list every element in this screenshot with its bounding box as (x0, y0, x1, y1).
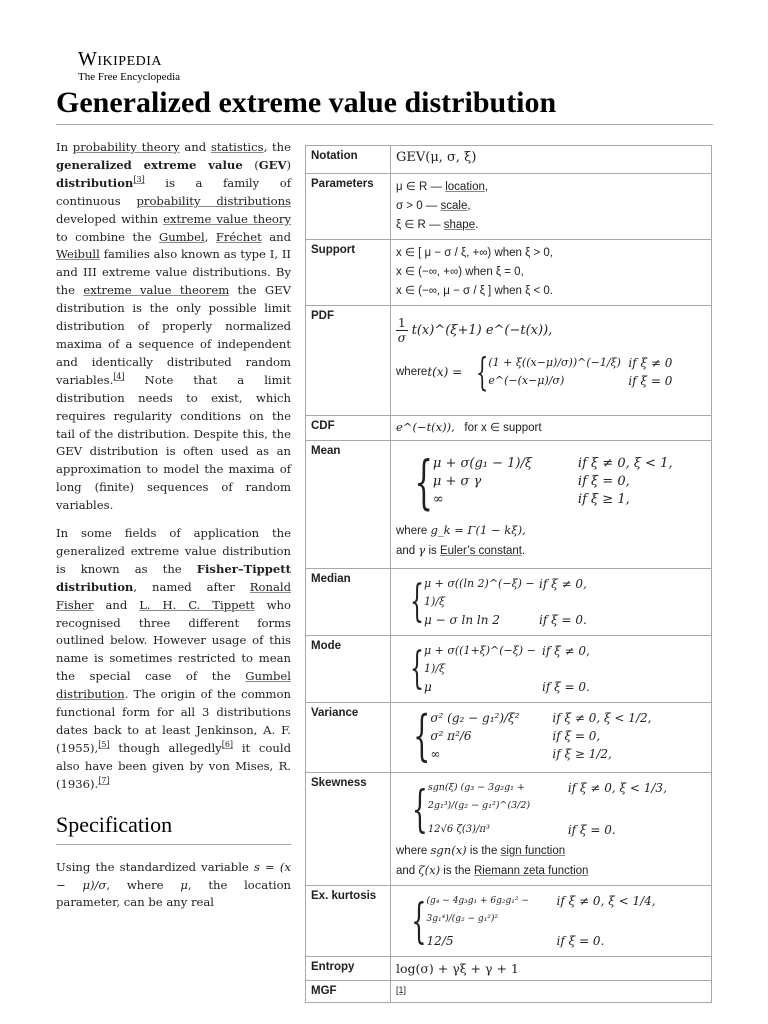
label-entropy: Entropy (306, 957, 391, 981)
link-tippett[interactable]: L. H. C. Tippett (139, 597, 255, 612)
link-ronald-fisher[interactable]: Ronald Fisher (56, 579, 291, 612)
link-location[interactable]: location (445, 181, 485, 193)
infobox-row-kurtosis (306, 886, 712, 957)
mean-case: ∞ if ξ ≥ 1, (432, 492, 630, 507)
mean-case: μ + σ γ if ξ = 0, (432, 474, 630, 489)
label-mode: Mode (306, 636, 391, 703)
value-parameters: μ ∈ R — location, σ > 0 — scale, ξ ∈ R — shape. (391, 174, 712, 240)
value-median: { μ + σ((ln 2)^(−ξ) − 1)/ξ if ξ ≠ 0, μ − σ ln ln 2 if ξ = 0. (391, 569, 712, 636)
value-mode: { μ + σ((1+ξ)^(−ξ) − 1)/ξ if ξ ≠ 0, μ if ξ = 0. (391, 636, 712, 703)
label-variance: Variance (306, 703, 391, 773)
value-mgf (391, 981, 712, 1003)
label-median: Median (306, 569, 391, 636)
label-parameters: Parameters (306, 174, 391, 240)
section-heading-specification: Specification (56, 812, 291, 845)
infobox-row-entropy (306, 957, 712, 981)
page-title: Generalized extreme value distribution (56, 84, 713, 125)
label-kurtosis: Ex. kurtosis (306, 886, 391, 957)
infobox-row-parameters (306, 174, 712, 240)
link-extreme-value-theorem[interactable]: extreme value theorem (83, 283, 230, 298)
infobox-row-variance (306, 703, 712, 773)
label-pdf: PDF (306, 306, 391, 416)
link-statistics[interactable]: statistics (210, 140, 264, 154)
ref-7[interactable]: [7] (98, 775, 110, 785)
link-probability-theory[interactable]: probability theory (72, 140, 180, 154)
value-entropy: log(σ) + γξ + γ + 1 (391, 957, 712, 981)
mean-case: μ + σ(g₁ − 1)/ξ if ξ ≠ 0, ξ < 1, (432, 456, 673, 471)
value-support: x ∈ [ μ − σ / ξ, +∞) when ξ > 0, x ∈ (−∞, +∞) when ξ = 0, x ∈ (−∞, μ − σ / ξ ] when ξ < 0. (391, 240, 712, 306)
fisher-tippett-paragraph: In some fields of application the generalized extreme value distribution is known as the Fisher–Tippett distribution, named after Ronald Fisher and L. H. C. Tippett who recognised three different forms outlined below. However usage of this name is sometimes restricted to mean the special case of the Gumbel distribution. The origin of the common functional form for all 3 distributions dates back to at least Jenkinson, A. F. (1955),[5] though allegedly[6] it could also have been given by von Mises, R. (1936).[7] (56, 526, 292, 791)
value-variance: { σ² (g₂ − g₁²)/ξ² if ξ ≠ 0, ξ < 1/2, σ² π²/6 if ξ = 0, ∞ if ξ ≥ 1/2, (391, 703, 712, 773)
link-gumbel[interactable]: Gumbel (158, 229, 205, 244)
label-mgf: MGF (306, 981, 391, 1003)
label-skewness: Skewness (306, 773, 391, 886)
logo-tagline: The Free Encyclopedia (78, 71, 181, 83)
intro-paragraph: In probability theory and statistics, the generalized extreme value (GEV) distribution[3] is a family of continuous probability distributions developed within extreme value theory to combine the Gumbel, Fréchet and Weibull families also known as type I, II and III extreme value distributions. By the extreme value theorem the GEV distribution is the only possible limit distribution of properly normalized maxima of a sequence of independent and identically distributed random variables.[4] Note that a limit distribution needs to exist, which requires regularity conditions on the tail of the distribution. Despite this, the GEV distribution is often used as an approximation to model the maxima of long (finite) sequences of random variables. (56, 140, 292, 513)
value-kurtosis: { (g₄ − 4g₃g₁ + 6g₂g₁² − 3g₁⁴)/(g₂ − g₁²)² if ξ ≠ 0, ξ < 1/4, 12/5 if ξ = 0. (391, 886, 712, 957)
ref-5[interactable]: [5] (98, 740, 110, 750)
mean-cases (433, 455, 673, 509)
infobox-row-mgf (306, 981, 712, 1003)
infobox-row-mean (306, 441, 712, 569)
label-notation: Notation (306, 146, 391, 174)
label-cdf: CDF (306, 416, 391, 441)
link-shape[interactable]: shape (443, 219, 476, 231)
link-riemann-zeta[interactable]: Riemann zeta function (473, 865, 589, 877)
infobox-row-median (306, 569, 712, 636)
link-scale[interactable]: scale (440, 200, 468, 212)
label-support: Support (306, 240, 391, 306)
infobox-row-mode (306, 636, 712, 703)
label-mean: Mean (306, 441, 391, 569)
logo-wordmark: Wikipedia (78, 48, 163, 70)
link-gumbel-distribution[interactable]: Gumbel distribution (56, 669, 291, 702)
article-body (56, 139, 291, 922)
infobox-row-pdf (306, 306, 712, 416)
link-sign-function[interactable]: sign function (500, 845, 566, 857)
link-eulers-constant[interactable]: Euler’s constant (439, 545, 523, 557)
specification-paragraph: Using the standardized variable s = (x − μ)/σ, where μ, the location parameter, can be any real (56, 859, 292, 910)
link-probability-distributions[interactable]: probability distributions (136, 193, 291, 208)
value-cdf: e^(−t(x)), for x ∈ support (391, 416, 712, 441)
infobox-row-skewness (306, 773, 712, 886)
value-notation: GEV(μ, σ, ξ) (391, 146, 712, 174)
ref-6[interactable]: [6] (221, 740, 234, 750)
wikipedia-logo[interactable] (78, 49, 180, 83)
value-skewness: { sgn(ξ) (g₃ − 3g₂g₁ + 2g₁³)/(g₂ − g₁²)^(3/2) if ξ ≠ 0, ξ < 1/3, 12√6 ζ(3)/π³ if ξ = 0. where sgn(x) is the sign function and ζ(x) is the Riemann zeta function (391, 773, 712, 886)
value-pdf: 1 σ t(x)^(ξ+1) e^(−t(x)), where t(x) = { (1 + ξ((x−μ)/σ))^(−1/ξ) if ξ ≠ 0 e^(−(x−μ)/σ) if ξ = 0 (391, 306, 712, 416)
value-mean: { μ + σ(g₁ − 1)/ξ if ξ ≠ 0, ξ < 1, μ + σ γ if ξ = 0, ∞ if ξ ≥ 1, where g_k = Γ(1 − kξ), and γ is Euler’s constant. (391, 441, 712, 569)
link-extreme-value-theory[interactable]: extreme value theory (163, 211, 292, 226)
ref-4[interactable]: [4] (113, 371, 125, 381)
ref-3[interactable]: [3] (133, 174, 145, 184)
ref-1[interactable]: [1] (396, 985, 407, 995)
infobox (305, 145, 712, 1003)
link-frechet[interactable]: Fréchet (215, 229, 262, 244)
infobox-row-support (306, 240, 712, 306)
link-weibull[interactable]: Weibull (56, 247, 100, 262)
infobox-row-notation (306, 146, 712, 174)
infobox-row-cdf (306, 416, 712, 441)
